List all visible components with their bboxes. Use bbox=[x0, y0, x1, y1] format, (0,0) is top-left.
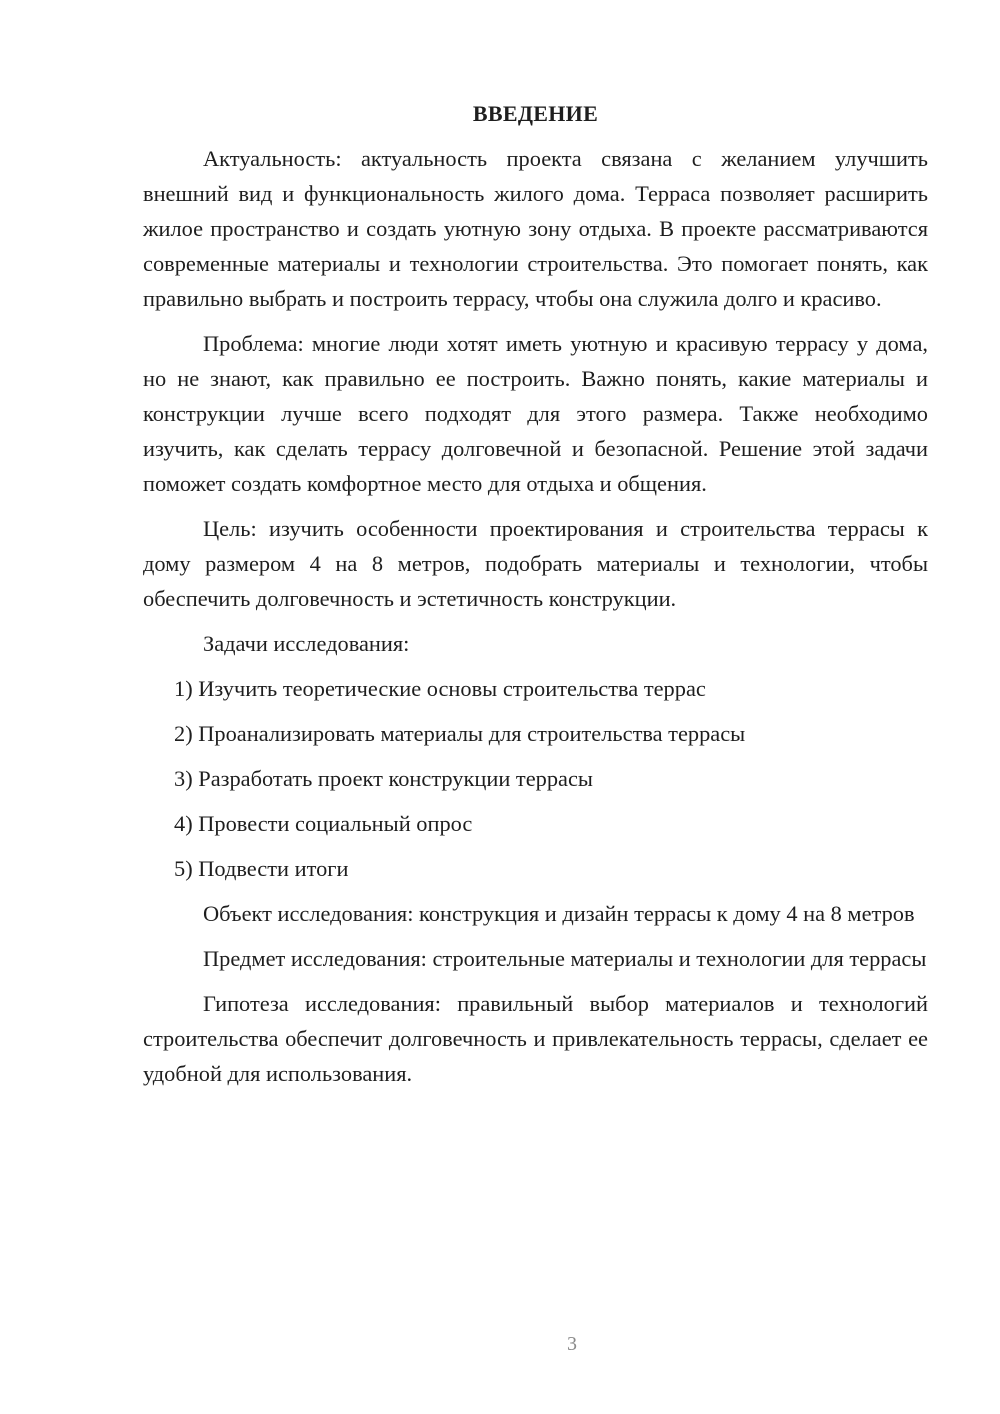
object-paragraph: Объект исследования: конструкция и дизайн террасы к дому 4 на 8 метров bbox=[203, 901, 915, 926]
tasks-heading: Задачи исследования: bbox=[203, 631, 410, 656]
list-item: 4) Провести социальный опрос bbox=[174, 811, 473, 836]
list-item: 2) Проанализировать материалы для строительства террасы bbox=[174, 721, 746, 746]
goal-paragraph: Цель: изучить особенности проектирования и строительства террасы к дому размером 4 на 8 метров, подобрать материалы и технологии, чтобы обеспечить долговечность и эстетичность конструкции. bbox=[143, 516, 928, 611]
list-item: 1) Изучить теоретические основы строительства террас bbox=[174, 676, 706, 701]
relevance-paragraph: Актуальность: актуальность проекта связана с желанием улучшить внешний вид и функциональность жилого дома. Терраса позволяет расширить жилое пространство и создать уютную зону отдыха. В проекте рассматриваются современные материалы и технологии строительства. Это помогает понять, как правильно выбрать и построить террасу, чтобы она служила долго и красиво. bbox=[143, 146, 928, 311]
list-item: 5) Подвести итоги bbox=[174, 856, 349, 881]
subject-paragraph: Предмет исследования: строительные материалы и технологии для террасы bbox=[203, 946, 927, 971]
section-title: ВВЕДЕНИЕ bbox=[472, 101, 599, 126]
page-content bbox=[143, 96, 928, 1101]
page-number: 3 bbox=[567, 1333, 577, 1355]
tasks-list bbox=[143, 671, 928, 886]
list-item: 3) Разработать проект конструкции террасы bbox=[174, 766, 593, 791]
problem-paragraph: Проблема: многие люди хотят иметь уютную и красивую террасу у дома, но не знают, как правильно ее построить. Важно понять, какие материалы и конструкции лучше всего подходят для этого размера. Также необходимо изучить, как сделать террасу долговечной и безопасной. Решение этой задачи поможет создать комфортное место для отдыха и общения. bbox=[143, 331, 928, 496]
hypothesis-paragraph: Гипотеза исследования: правильный выбор материалов и технологий строительства обеспечит долговечность и привлекательность террасы, сделает ее удобной для использования. bbox=[143, 991, 928, 1086]
